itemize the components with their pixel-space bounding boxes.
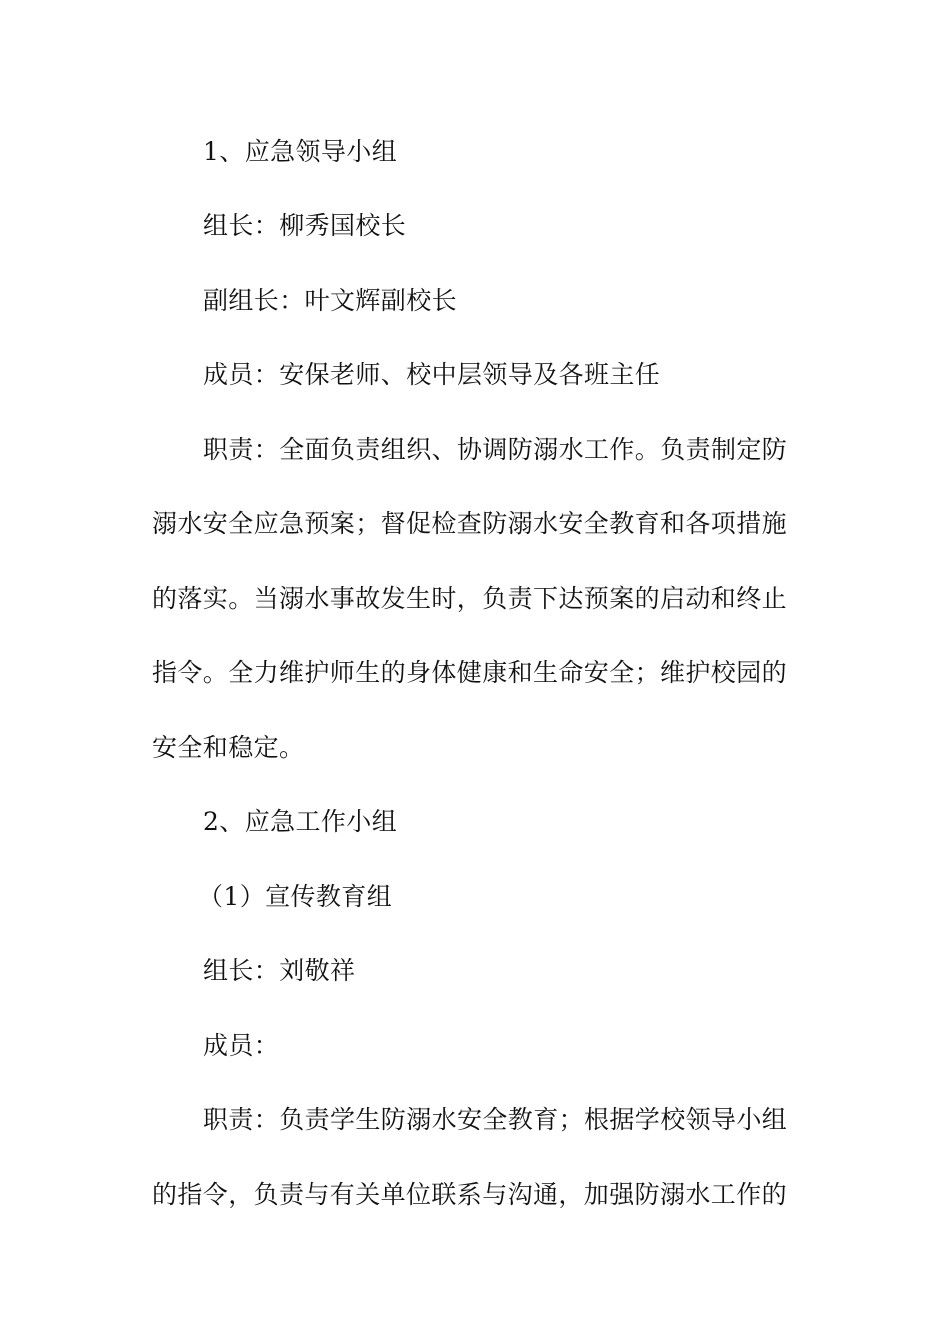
- duties-paragraph-line: 安全和稳定。: [152, 733, 305, 762]
- duties-paragraph-line: 职责：全面负责组织、协调防溺水工作。负责制定防: [203, 435, 788, 464]
- subsection-heading-publicity-group: （1）宣传教育组: [198, 882, 393, 911]
- leader-line: 组长：柳秀国校长: [203, 211, 407, 240]
- subgroup-leader-line: 组长：刘敬祥: [203, 956, 356, 985]
- subgroup-duties-paragraph-line: 的指令，负责与有关单位联系与沟通，加强防溺水工作的: [152, 1180, 788, 1209]
- section-heading-leadership-group: 1、应急领导小组: [203, 137, 398, 166]
- section-heading-work-group: 2、应急工作小组: [203, 807, 398, 836]
- deputy-leader-line: 副组长：叶文辉副校长: [203, 286, 458, 315]
- duties-paragraph-line: 溺水安全应急预案；督促检查防溺水安全教育和各项措施: [152, 509, 788, 538]
- duties-paragraph-line: 的落实。当溺水事故发生时，负责下达预案的启动和终止: [152, 584, 788, 613]
- members-line: 成员：安保老师、校中层领导及各班主任: [203, 360, 661, 389]
- subgroup-duties-paragraph-line: 职责：负责学生防溺水安全教育；根据学校领导小组: [203, 1105, 788, 1134]
- duties-paragraph-line: 指令。全力维护师生的身体健康和生命安全；维护校园的: [152, 658, 788, 687]
- subgroup-members-line: 成员：: [203, 1031, 280, 1060]
